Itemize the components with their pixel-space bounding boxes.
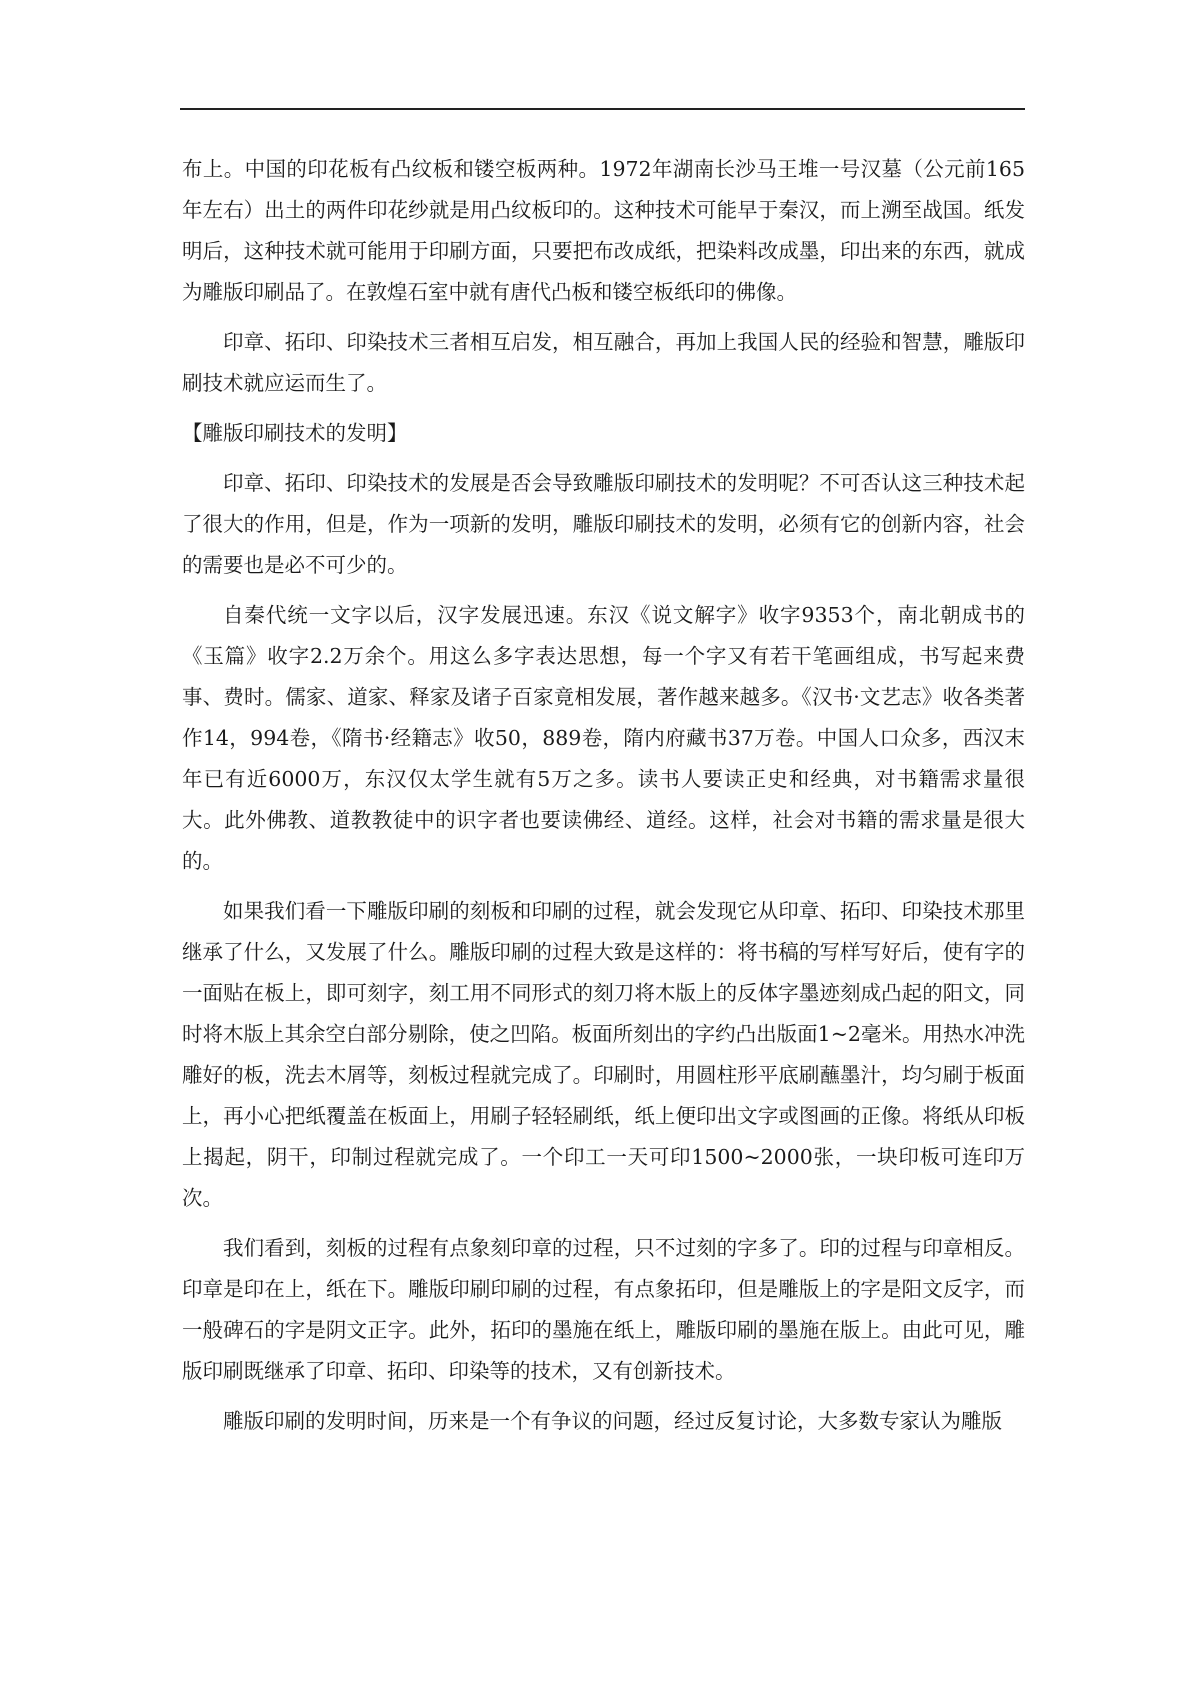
document-body [182,149,1025,1451]
paragraph-process: 如果我们看一下雕版印刷的刻板和印刷的过程，就会发现它从印章、拓印、印染技术那里继承了什么，又发展了什么。雕版印刷的过程大致是这样的：将书稿的写样写好后，使有字的一面贴在板上，即可刻字，刻工用不同形式的刻刀将木版上的反体字墨迹刻成凸起的阳文，同时将木版上其余空白部分剔除，使之凹陷。板面所刻出的字约凸出版面1~2毫米。用热水冲洗雕好的板，洗去木屑等，刻板过程就完成了。印刷时，用圆柱形平底刷蘸墨汁，均匀刷于板面上，再小心把纸覆盖在板面上，用刷子轻轻刷纸，纸上便印出文字或图画的正像。将纸从印板上揭起，阴干，印制过程就完成了。一个印工一天可印1500~2000张，一块印板可连印万次。 [182,899,1025,1210]
paragraph-comparison: 我们看到，刻板的过程有点象刻印章的过程，只不过刻的字多了。印的过程与印章相反。印章是印在上，纸在下。雕版印刷印刷的过程，有点象拓印，但是雕版上的字是阳文反字，而一般碑石的字是阴文正字。此外，拓印的墨施在纸上，雕版印刷的墨施在版上。由此可见，雕版印刷既继承了印章、拓印、印染等的技术，又有创新技术。 [182,1236,1025,1383]
header-rule [180,108,1025,110]
paragraph-printing-blocks: 布上。中国的印花板有凸纹板和镂空板两种。1972年湖南长沙马王堆一号汉墓（公元前165年左右）出土的两件印花纱就是用凸纹板印的。这种技术可能早于秦汉，而上溯至战国。纸发明后，这种技术就可能用于印刷方面，只要把布改成纸，把染料改成墨，印出来的东西，就成为雕版印刷品了。在敦煌石室中就有唐代凸板和镂空板纸印的佛像。 [182,157,1025,304]
paragraph-invention-time: 雕版印刷的发明时间，历来是一个有争议的问题，经过反复讨论，大多数专家认为雕版 [223,1409,1002,1433]
paragraph-social-need: 自秦代统一文字以后，汉字发展迅速。东汉《说文解字》收字9353个，南北朝成书的《玉篇》收字2.2万余个。用这么多字表达思想，每一个字又有若干笔画组成，书写起来费事、费时。儒家、道家、释家及诸子百家竟相发展，著作越来越多。《汉书·文艺志》收各类著作14，994卷，《隋书·经籍志》收50，889卷，隋内府藏书37万卷。中国人口众多，西汉末年已有近6000万，东汉仅太学生就有5万之多。读书人要读正史和经典，对书籍需求量很大。此外佛教、道教教徒中的识字者也要读佛经、道经。这样，社会对书籍的需求量是很大的。 [182,603,1025,873]
section-heading-invention: 【雕版印刷技术的发明】 [182,421,408,445]
paragraph-three-techniques: 印章、拓印、印染技术三者相互启发，相互融合，再加上我国人民的经验和智慧，雕版印刷技术就应运而生了。 [182,330,1025,395]
paragraph-question: 印章、拓印、印染技术的发展是否会导致雕版印刷技术的发明呢？不可否认这三种技术起了很大的作用，但是，作为一项新的发明，雕版印刷技术的发明，必须有它的创新内容，社会的需要也是必不可少的。 [182,471,1025,577]
